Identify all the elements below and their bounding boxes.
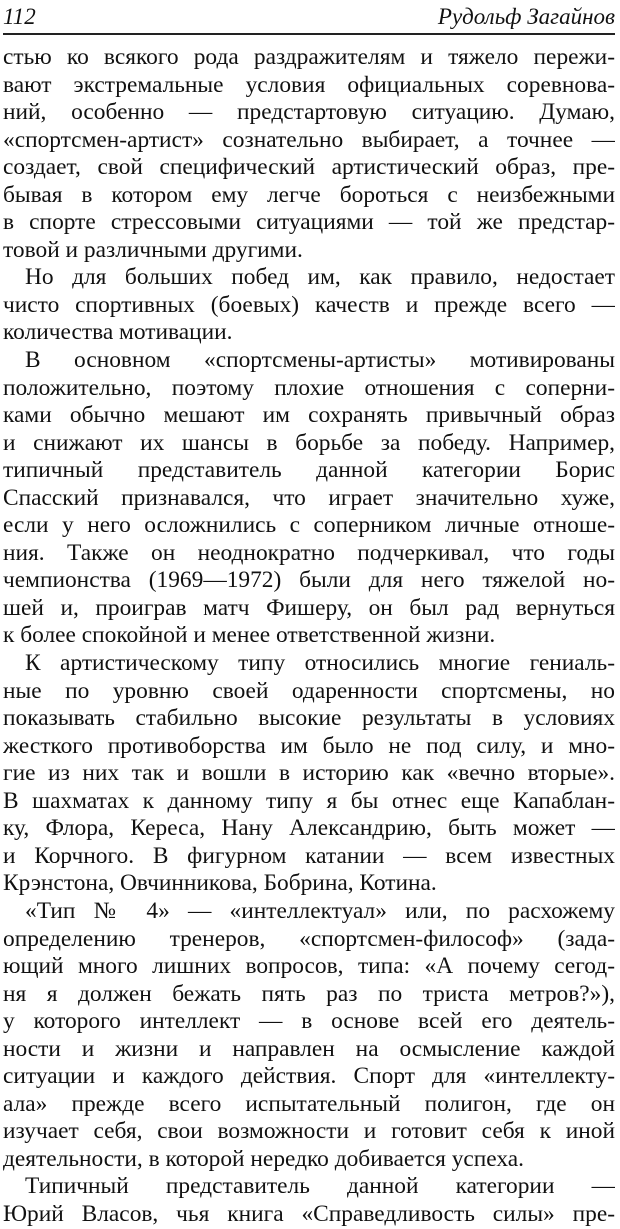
text-line: чисто спортивных (боевых) качеств и прежде всего — bbox=[3, 291, 615, 318]
text-line: Крэнстона, Овчинникова, Бобрина, Котина. bbox=[3, 870, 437, 897]
header-rule bbox=[3, 33, 615, 35]
text-line: ний, особенно — предстартовую ситуацию. Думаю, bbox=[3, 99, 615, 126]
text-line: ня я должен бежать пять раз по триста метров?»), bbox=[3, 980, 615, 1007]
text-line: К артистическому типу относились многие гениаль- bbox=[25, 650, 615, 677]
text-line: количества мотивации. bbox=[3, 319, 233, 346]
body-text bbox=[3, 44, 615, 1229]
text-line: ные по уровню своей одаренности спортсмены, но bbox=[3, 677, 615, 704]
text-line: у которого интеллект — в основе всей его деятель- bbox=[3, 1008, 615, 1035]
text-line: и снижают их шансы в борьбе за победу. Например, bbox=[3, 429, 615, 456]
text-line: гие из них так и вошли в историю как «вечно вторые». bbox=[3, 760, 615, 787]
running-title: Рудольф Загайнов bbox=[437, 4, 615, 29]
text-line: деятельности, в которой нередко добивается успеха. bbox=[3, 1145, 524, 1172]
text-line: Но для больших побед им, как правило, недостает bbox=[25, 264, 615, 291]
text-line: Юрий Власов, чья книга «Справедливость силы» пре- bbox=[3, 1200, 615, 1227]
text-line: ющий много лишних вопросов, типа: «А почему сегод- bbox=[3, 953, 615, 980]
text-line: шей и, проиграв матч Фишеру, он был рад вернуться bbox=[3, 594, 615, 621]
text-line: «спортсмен-артист» сознательно выбирает, а точнее — bbox=[3, 126, 615, 153]
text-line: и Корчного. В фигурном катании — всем известных bbox=[3, 842, 615, 869]
text-line: создает, свой специфический артистический образ, пре- bbox=[3, 154, 615, 181]
text-line: если у него осложнились с соперником личные отноше- bbox=[3, 512, 615, 539]
text-line: к более спокойной и менее ответственной жизни. bbox=[3, 622, 496, 649]
text-line: в спорте стрессовыми ситуациями — той же предстар- bbox=[3, 209, 615, 236]
text-line: В шахматах к данному типу я бы отнес еще Капаблан- bbox=[3, 787, 615, 814]
text-line: ситуации и каждого действия. Спорт для «интеллекту- bbox=[3, 1063, 615, 1090]
text-line: бывая в котором ему легче бороться с неизбежными bbox=[3, 181, 615, 208]
text-line: ку, Флора, Кереса, Нану Александрию, быть может — bbox=[3, 815, 615, 842]
text-line: товой и различными другими. bbox=[3, 236, 303, 263]
text-line: показывать стабильно высокие результаты в условиях bbox=[3, 705, 615, 732]
text-line: положительно, поэтому плохие отношения с соперни- bbox=[3, 374, 615, 401]
text-line: ния. Также он неоднократно подчеркивал, что годы bbox=[3, 539, 615, 566]
text-line: ками обычно мешают им сохранять привычный образ bbox=[3, 402, 615, 429]
text-line: «Тип № 4» — «интеллектуал» или, по расхожему bbox=[25, 897, 615, 924]
text-line: определению тренеров, «спортсмен-философ» (зада- bbox=[3, 925, 615, 952]
text-line: жесткого противоборства им было не под силу, и мно- bbox=[3, 732, 615, 759]
text-line: Типичный представитель данной категории — bbox=[25, 1173, 615, 1200]
text-line: типичный представитель данной категории Борис bbox=[3, 457, 615, 484]
page-number: 112 bbox=[3, 4, 36, 29]
text-line: чемпионства (1969—1972) были для него тяжелой но- bbox=[3, 567, 615, 594]
text-line: вают экстремальные условия официальных соревнова- bbox=[3, 71, 615, 98]
text-line: ала» прежде всего испытательный полигон, где он bbox=[3, 1090, 615, 1117]
text-line: изучает себя, свои возможности и готовит себя к иной bbox=[3, 1118, 615, 1145]
text-line: В основном «спортсмены-артисты» мотивированы bbox=[25, 347, 615, 374]
text-line: Спасский признавался, что играет значительно хуже, bbox=[3, 484, 615, 511]
text-line: ности и жизни и направлен на осмысление каждой bbox=[3, 1035, 615, 1062]
text-line: стью ко всякого рода раздражителям и тяжело пережи- bbox=[3, 44, 615, 70]
